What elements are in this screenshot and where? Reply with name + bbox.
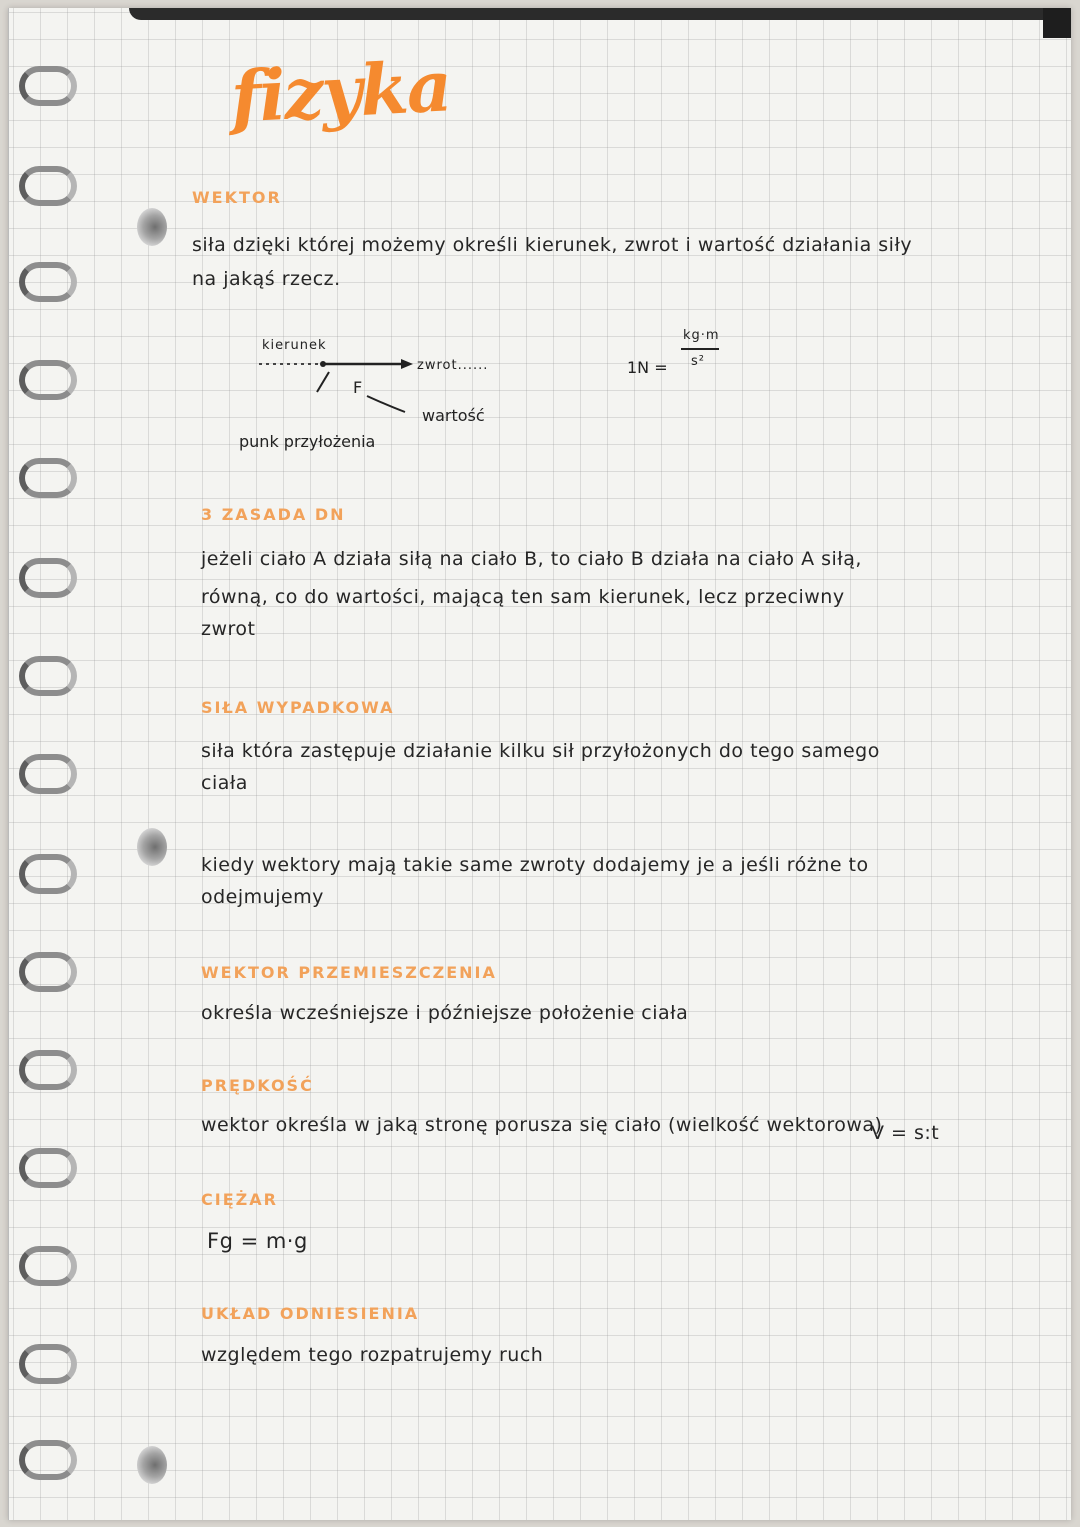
spiral-ring (19, 854, 77, 894)
diagram-zwrot-label: zwrot...... (417, 358, 489, 373)
spiral-ring (19, 66, 77, 106)
value-pointer-line (367, 396, 405, 412)
heading-wektor: WEKTOR (192, 188, 282, 207)
przemieszczenia-line-1: określa wcześniejsze i późniejsze położenie ciała (201, 1002, 689, 1024)
diagram-wartosc-label: wartość (422, 406, 485, 425)
spiral-ring (19, 558, 77, 598)
force-symbol: F (353, 378, 364, 397)
note-line-1: kiedy wektory mają takie same zwroty dodajemy je a jeśli różne to (201, 854, 869, 876)
wektor-line-2: na jakąś rzecz. (192, 268, 341, 290)
spiral-ring (19, 1148, 77, 1188)
predkosc-line-1: wektor określa w jaką stronę porusza się ciało (wielkość wektorowa) (201, 1114, 883, 1136)
page-title: fizyka (228, 44, 453, 139)
punch-hole (137, 208, 167, 246)
spiral-ring (19, 1344, 77, 1384)
punch-hole (137, 828, 167, 866)
newton-formula-numerator: kg·m (683, 328, 720, 343)
zasada-line-1: jeżeli ciało A działa siłą na ciało B, to ciało B działa na ciało A siłą, (201, 548, 862, 570)
newton-formula-lhs: 1N = (627, 358, 668, 377)
fraction-bar (681, 348, 719, 350)
diagram-punkt-label: punk przyłożenia (239, 432, 376, 451)
spiral-ring (19, 262, 77, 302)
wektor-line-1: siła dzięki której możemy określi kierunek, zwrot i wartość działania siły (192, 234, 913, 256)
predkosc-formula: V = s:t (871, 1122, 940, 1144)
wypadkowa-line-1: siła która zastępuje działanie kilku sił przyłożonych do tego samego (201, 740, 880, 762)
newton-formula-denominator: s² (691, 354, 705, 369)
page-top-shadow (129, 8, 1069, 20)
spiral-ring (19, 166, 77, 206)
heading-wypadkowa: SIŁA WYPADKOWA (201, 698, 395, 717)
spiral-ring (19, 360, 77, 400)
diagram-kierunek-label: kierunek (262, 338, 327, 353)
heading-ciezar: CIĘŻAR (201, 1190, 278, 1209)
uklad-line-1: względem tego rozpatrujemy ruch (201, 1344, 544, 1366)
heading-predkosc: PRĘDKOŚĆ (201, 1076, 314, 1095)
heading-uklad: UKŁAD ODNIESIENIA (201, 1304, 420, 1323)
zasada-line-3: zwrot (201, 618, 256, 640)
heading-zasada: 3 ZASADA DN (201, 505, 346, 524)
vector-diagram (249, 348, 429, 418)
spiral-ring (19, 458, 77, 498)
vector-arrowhead (401, 359, 413, 369)
spiral-ring (19, 754, 77, 794)
zasada-line-2: równą, co do wartości, mającą ten sam kierunek, lecz przeciwny (201, 586, 845, 608)
spiral-ring (19, 1050, 77, 1090)
page-corner-shadow (1043, 8, 1071, 38)
ciezar-formula: Fg = m·g (207, 1229, 308, 1253)
spiral-ring (19, 1440, 77, 1480)
punch-hole (137, 1446, 167, 1484)
point-pointer-line (317, 372, 329, 392)
note-line-2: odejmujemy (201, 886, 324, 908)
heading-przemieszczenia: WEKTOR PRZEMIESZCZENIA (201, 963, 497, 982)
spiral-ring (19, 656, 77, 696)
notebook-page (8, 8, 1071, 1520)
spiral-ring (19, 1246, 77, 1286)
spiral-ring (19, 952, 77, 992)
wypadkowa-line-2: ciała (201, 772, 248, 794)
